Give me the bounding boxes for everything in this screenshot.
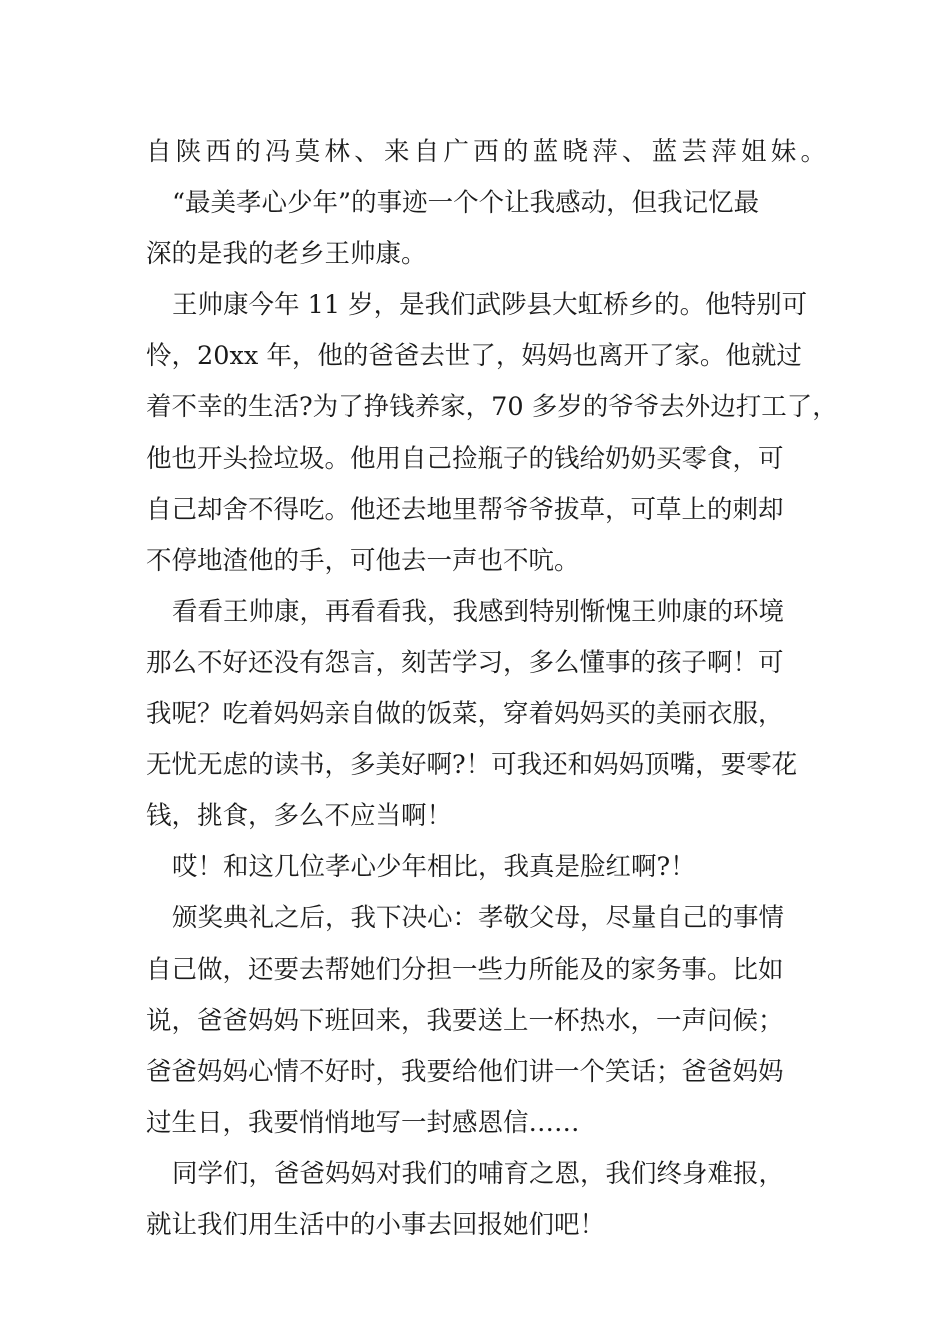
text-line: 哎！和这几位孝心少年相比，我真是脸红啊?！ [172,852,696,883]
text-line: 看看王帅康，再看看我，我感到特别惭愧王帅康的环境 [172,596,785,627]
text-line: “最美孝心少年”的事迹一个个让我感动，但我记忆最 [172,188,760,219]
text-line: 他也开头捡垃圾。他用自己捡瓶子的钱给奶奶买零食，可 [146,443,784,474]
text-line: 深的是我的老乡王帅康。 [146,239,427,270]
text-line: 王帅康今年 11 岁，是我们武陟县大虹桥乡的。他特别可 [172,290,808,321]
text-line: 就让我们用生活中的小事去回报她们吧！ [146,1209,606,1240]
text-line: 我呢？吃着妈妈亲自做的饭菜，穿着妈妈买的美丽衣服， [146,699,784,730]
text-line: 爸爸妈妈心情不好时，我要给他们讲一个笑话；爸爸妈妈 [146,1056,784,1087]
text-line: 同学们，爸爸妈妈对我们的哺育之恩，我们终身难报， [172,1158,785,1189]
document-body [146,127,838,1251]
text-line: 自陕西的冯莫林、来自广西的蓝晓萍、蓝芸萍姐妹。 [146,137,826,167]
text-line: 不停地渣他的手，可他去一声也不吭。 [146,545,580,576]
text-line: 钱，挑食，多么不应当啊！ [146,801,453,832]
text-line: 说，爸爸妈妈下班回来，我要送上一杯热水，一声问候； [146,1005,784,1036]
text-line: 着不幸的生活?为了挣钱养家，70 多岁的爷爷去外边打工了， [146,392,838,423]
text-line: 自己做，还要去帮她们分担一些力所能及的家务事。比如 [146,954,784,985]
text-line: 那么不好还没有怨言，刻苦学习，多么懂事的孩子啊！可 [146,647,784,678]
text-line: 自己却舍不得吃。他还去地里帮爷爷拔草，可草上的刺却 [146,494,784,525]
text-line: 过生日，我要悄悄地写一封感恩信…… [146,1107,580,1138]
text-line: 颁奖典礼之后，我下决心：孝敬父母，尽量自己的事情 [172,903,785,934]
text-line: 无忧无虑的读书，多美好啊?！可我还和妈妈顶嘴，要零花 [146,750,798,781]
text-line: 怜，20xx 年，他的爸爸去世了，妈妈也离开了家。他就过 [146,341,802,372]
